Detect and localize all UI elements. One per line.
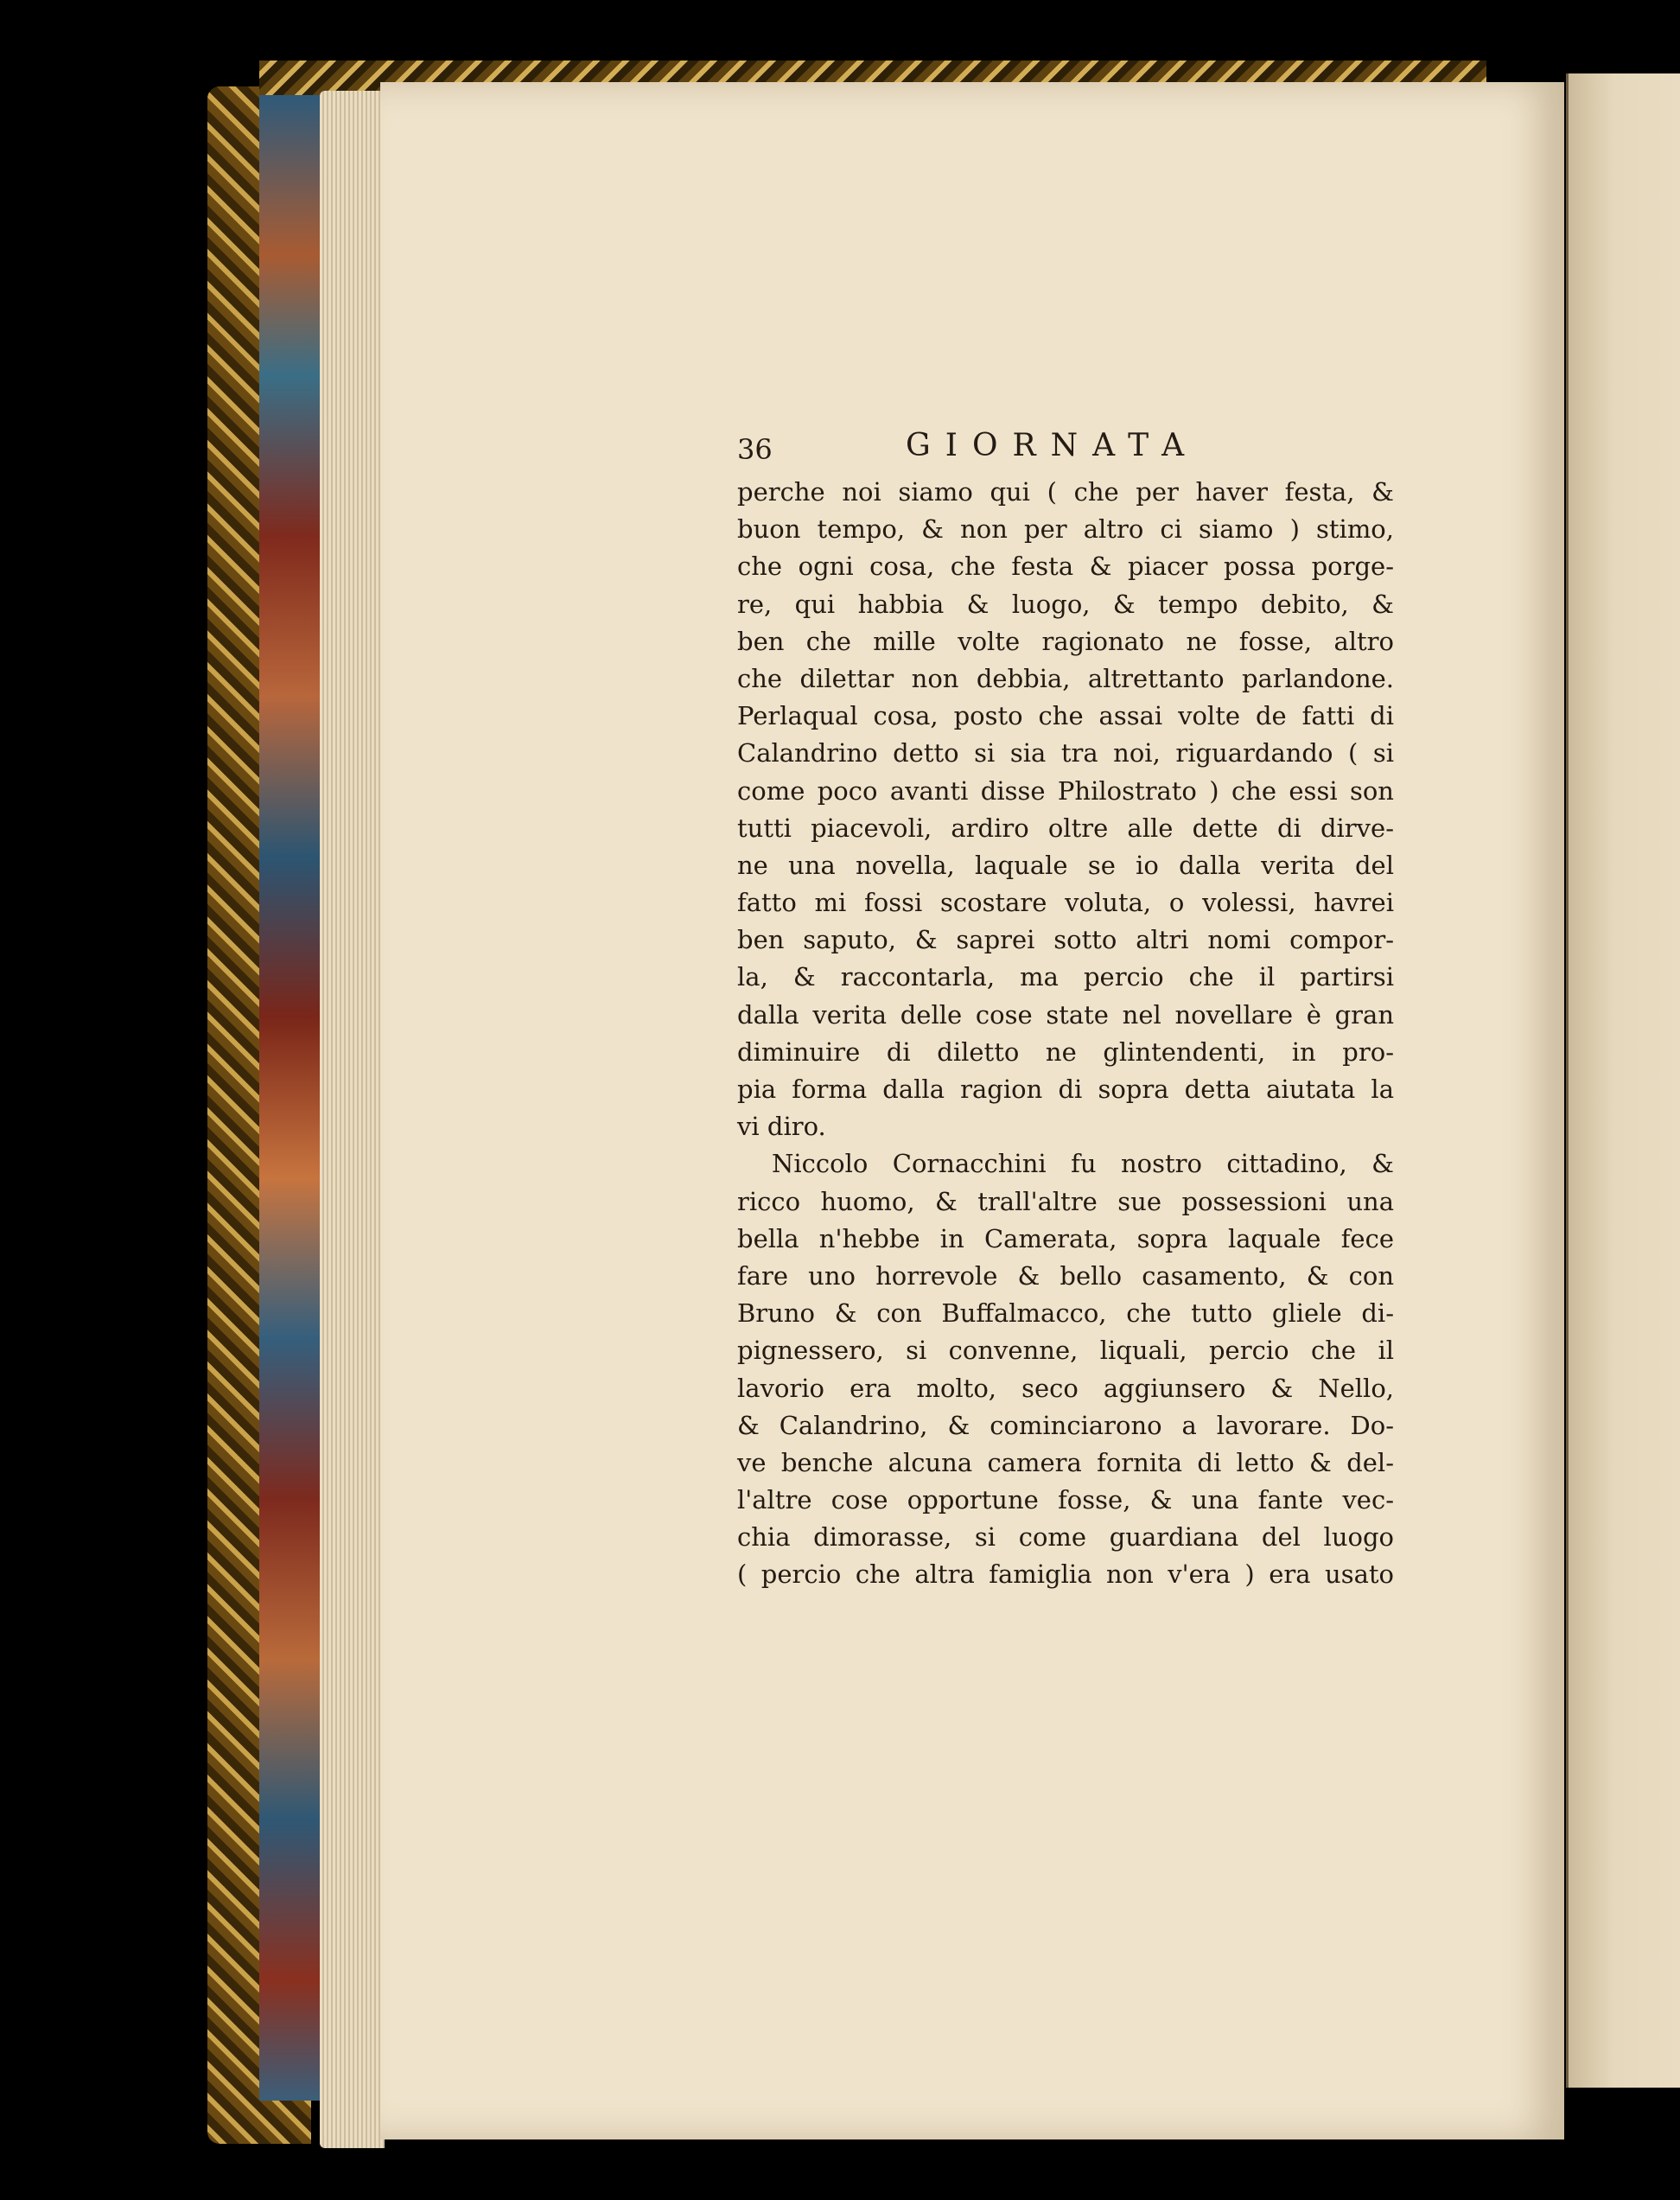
text-line: chia dimorasse, si come guardiana del luogo — [737, 1522, 1394, 1553]
page-stack-edge — [320, 91, 385, 2148]
facing-page — [1566, 73, 1680, 2088]
text-line: & Calandrino, & cominciarono a lavorare. Do- — [737, 1410, 1394, 1440]
text-line: ben saputo, & saprei sotto altri nomi compor- — [737, 925, 1394, 955]
text-line: ne una novella, laquale se io dalla verita del — [737, 850, 1394, 880]
text-line: Calandrino detto si sia tra noi, riguardando ( si — [737, 738, 1394, 768]
text-line: che ogni cosa, che festa & piacer possa porge- — [737, 552, 1394, 582]
text-line: dalla verita delle cose state nel novellare è gran — [737, 999, 1394, 1030]
text-line: vi diro. — [737, 1112, 826, 1142]
text-line: lavorio era molto, seco aggiunsero & Nello, — [737, 1373, 1394, 1403]
text-line: ben che mille volte ragionato ne fosse, altro — [737, 626, 1394, 656]
text-line: ricco huomo, & trall'altre sue possessioni una — [737, 1186, 1394, 1216]
text-line: re, qui habbia & luogo, & tempo debito, & — [737, 589, 1394, 619]
text-line: ( percio che altra famiglia non v'era ) era usato — [737, 1559, 1394, 1590]
text-line: Niccolo Cornacchini fu nostro cittadino, & — [772, 1149, 1394, 1179]
text-line: ve benche alcuna camera fornita di letto & del- — [737, 1447, 1394, 1477]
text-line: fare uno horrevole & bello casamento, & con — [737, 1260, 1394, 1291]
text-line: bella n'hebbe in Camerata, sopra laquale fece — [737, 1223, 1394, 1253]
text-line: tutti piacevoli, ardiro oltre alle dette di dirve- — [737, 813, 1394, 843]
body-text — [737, 474, 1394, 1594]
text-line: Bruno & con Buffalmacco, che tutto gliele di- — [737, 1298, 1394, 1329]
text-line: Perlaqual cosa, posto che assai volte de fatti di — [737, 701, 1394, 731]
text-line: diminuire di diletto ne glintendenti, in pro- — [737, 1036, 1394, 1067]
text-line: la, & raccontarla, ma percio che il partirsi — [737, 962, 1394, 992]
page-header — [737, 428, 1394, 471]
text-line: come poco avanti disse Philostrato ) che essi son — [737, 775, 1394, 806]
page-number: 36 — [737, 433, 773, 466]
text-line: l'altre cose opportune fosse, & una fante vec- — [737, 1485, 1394, 1515]
marbled-endpaper — [259, 95, 324, 2101]
text-line: buon tempo, & non per altro ci siamo ) stimo, — [737, 514, 1394, 545]
text-line: perche noi siamo qui ( che per haver festa, & — [737, 477, 1394, 507]
text-line: pia forma dalla ragion di sopra detta aiutata la — [737, 1074, 1394, 1104]
text-line: che dilettar non debbia, altrettanto parlandone. — [737, 663, 1394, 693]
text-line: pignessero, si convenne, liquali, percio che il — [737, 1336, 1394, 1366]
text-line: fatto mi fossi scostare voluta, o volessi, havrei — [737, 888, 1394, 918]
running-title: GIORNATA — [906, 428, 1200, 463]
